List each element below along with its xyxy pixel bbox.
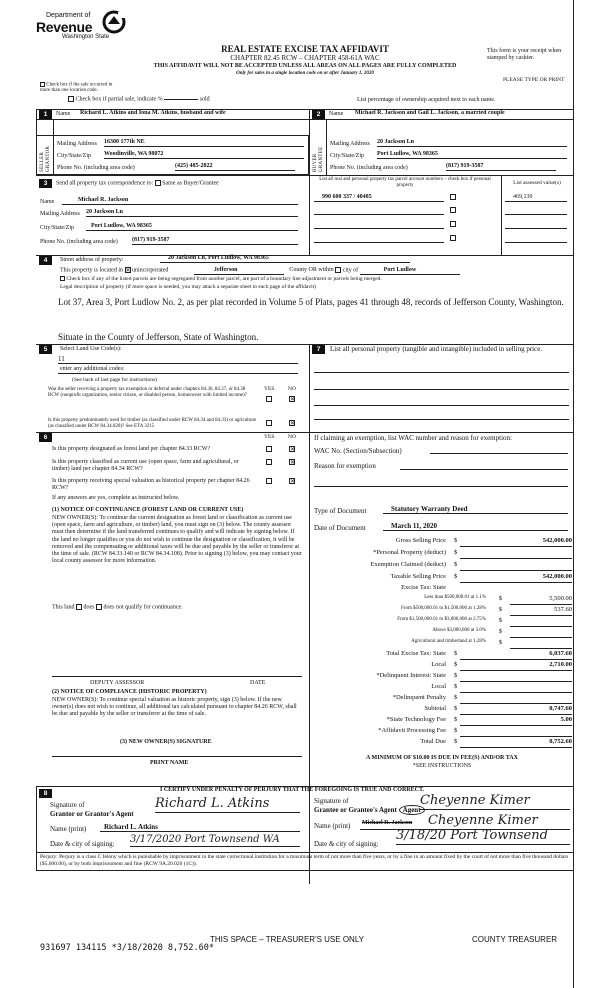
bracket-3-row: From $1,500,000.01 to $3,000,000 at 2.75% $: [314, 617, 572, 627]
delinq-penalty-row: *Delinquent Penalty $: [314, 694, 572, 704]
buyer-address-label: Mailing Address: [330, 141, 370, 147]
only-for-note: Only for sales in a single location code on or after January 1, 2020: [236, 71, 374, 76]
notice-compliance-body: NEW OWNER(S): To continue special valuation as historic property, sign (3) below. If the new owner(s) does not wish to continue, all additional tax calculated pursuant to chapter 84.26 RCW, shall be due and payable by the seller or transferor at the time of sale.: [52, 697, 297, 718]
sec6-if-any: If any answers are yes, complete as instructed below.: [52, 495, 180, 501]
sec5-q2-yes-checkbox[interactable]: [266, 420, 272, 426]
buyer-name: Michael R. Jackson and Gail L. Jackson, a married couple: [355, 110, 505, 116]
personal-property-line-1[interactable]: [314, 372, 569, 373]
delinq-local-row: Local $: [314, 683, 572, 693]
sec5-q2-no-checkbox[interactable]: ✕: [290, 420, 296, 427]
correspondence-address-label: Mailing Address: [40, 211, 80, 217]
wac-label: WAC No. (Section/Subsection): [314, 447, 402, 455]
bracket-1-value: 5,500.00: [549, 595, 572, 602]
correspondence-name: Michael R. Jackson: [62, 197, 298, 205]
bracket-4-row: Above $3,000,000 at 3.0% $: [314, 628, 572, 638]
grantee-name-label: Name (print): [314, 822, 351, 830]
multi-location-checkbox[interactable]: [40, 82, 45, 87]
grantee-sig-label-2: Grantee or Grantee's Agent Agent: [314, 806, 425, 814]
sec6-q1-yes-checkbox[interactable]: [266, 446, 272, 452]
total-due-value: 8,752.60: [549, 738, 572, 745]
grantor-sig-label-1: Signature of: [50, 801, 85, 809]
correspondence-phone: (817) 919-3587: [132, 237, 298, 245]
sec6-q2-yes-checkbox[interactable]: [266, 459, 272, 465]
notice-compliance-title: (2) NOTICE OF COMPLIANCE (HISTORIC PROPERTY): [52, 689, 207, 695]
assessed-value-2[interactable]: [505, 207, 567, 215]
see-back-label: (See back of last page for instructions): [72, 377, 157, 383]
bracket-2-row: From $500,000.01 to $1,500,000 at 1.28% $ 537.60: [314, 606, 572, 616]
personal-property-label: List all personal property (tangible and intangible) included in selling price.: [330, 345, 543, 353]
sec6-q3-yes-checkbox[interactable]: [266, 478, 272, 484]
bracket-1-row: Less than $500,000.01 at 1.1% $ 5,500.00: [314, 595, 572, 605]
parcels-header-label: List all real and personal property tax parcel account numbers – check box if personal property: [319, 177, 491, 188]
partial-sold-label: sold: [199, 96, 210, 103]
treasurer-space-label: THIS SPACE – TREASURER'S USE ONLY: [210, 935, 365, 944]
correspondence-address: 20 Jackson Ln: [86, 209, 298, 217]
doc-type-label: Type of Document: [314, 507, 367, 515]
county-treasurer-label: COUNTY TREASURER: [472, 935, 558, 944]
taxable-value: 542,000.00: [542, 573, 572, 580]
land-use-code: 11: [58, 355, 298, 364]
new-owner-signature-label: (3) NEW OWNER(S) SIGNATURE: [120, 739, 212, 745]
sec5-question-2: Is this property predominantly used for timber (as classified under RCW 84.34 and 84.33) or agriculture (as classified under RCW 84.34.020)? See ETA 3215: [48, 418, 257, 429]
reason-label: Reason for exemption: [314, 462, 376, 470]
sec6-question-1: Is this property designated as forest land per chapter 84.33 RCW?: [52, 446, 211, 452]
receipt-note: This form is your receipt when stamped by cashier.: [487, 48, 562, 61]
grantor-name-label: Name (print): [50, 825, 87, 833]
correspondence-send-label: Send all property tax correspondence to: Same as Buyer/Grantee: [56, 180, 219, 187]
unincorporated-checkbox[interactable]: ✕: [125, 267, 131, 274]
minimum-fee-note: A MINIMUM OF $10.00 IS DUE IN FEE(S) AND/OR TAX: [366, 755, 518, 761]
seller-section-number: 1: [39, 110, 52, 119]
seller-name: Richard L. Atkins and Iona M. Atkins, husband and wife: [80, 110, 226, 116]
grantee-name-handwritten[interactable]: Cheyenne Kimer: [428, 813, 538, 828]
parcel-3-personal-checkbox[interactable]: [450, 221, 456, 227]
additional-codes-field[interactable]: [58, 373, 298, 374]
property-section-number: 4: [39, 256, 52, 265]
personal-property-line-3[interactable]: [314, 405, 569, 406]
assessed-value-3[interactable]: [505, 221, 567, 229]
legal-description-2: Situate in the County of Jefferson, State of Washington.: [58, 332, 259, 342]
sec6-q1-no-checkbox[interactable]: ✕: [290, 446, 296, 453]
personal-deduct-row: *Personal Property (deduct) $: [314, 549, 572, 559]
sec6-question-3: Is this property receiving special valuation as historical property per chapter 84.26 RCW?: [52, 478, 250, 491]
section6-number: 6: [39, 433, 52, 442]
parcel-2-personal-checkbox[interactable]: [450, 207, 456, 213]
personal-property-line-4[interactable]: [314, 419, 569, 420]
assessed-value-4[interactable]: [505, 235, 567, 243]
section8-number: 8: [39, 789, 52, 798]
parcel-number-2[interactable]: [314, 207, 444, 215]
grantee-date-label: Date & city of signing:: [314, 840, 379, 848]
parcel-number-4[interactable]: [314, 235, 444, 243]
buyer-side-label: BUYER GRANTEE: [313, 146, 324, 172]
dor-logo: [36, 10, 136, 42]
print-name-line[interactable]: [52, 756, 302, 757]
legal-description-label: Legal description of property (if more space is needed, you may attach a separate sheet to each page of the affidavit): [60, 284, 316, 290]
sec5-q1-yes-checkbox[interactable]: [266, 396, 272, 402]
exemption-deduct-row: Exemption Claimed (deduct) $: [314, 561, 572, 571]
personal-property-line-2[interactable]: [314, 389, 569, 390]
segregated-row: Check box if any of the listed parcels are being segregated from another parcel, are part of a boundary line adjustment or parcels being merged.: [60, 276, 570, 282]
notice-continuance-body: NEW OWNER(S): To continue the current designation as forest land or classification as current use (open space, farm and agriculture, or timber) land, you must sign on (3) below. The county assessor must then determine if the land transferred continues to qualify and will indicate by signing below. If the land no longer qualifies or you do not wish to continue the designation or classification, it will be removed and the compensating or additional taxes will be due and payable by the seller or transferor at the time of sale. (RCW 84.33.140 or RCW 84.34.108). Prior to signing (3) below, you may contact your local county assessor for more information.: [52, 515, 302, 565]
seller-address-label: Mailing Address: [57, 141, 97, 147]
form-subtitle: CHAPTER 82.45 RCW – CHAPTER 458-61A WAC: [230, 54, 380, 62]
see-instructions-note: *SEE INSTRUCTIONS: [412, 763, 472, 769]
correspondence-city-label: City/State/Zip: [40, 225, 74, 231]
certify-statement: I CERTIFY UNDER PENALTY OF PERJURY THAT THE FOREGOING IS TRUE AND CORRECT.: [160, 787, 425, 793]
within-city-checkbox[interactable]: [335, 267, 341, 273]
property-county: Jefferson: [194, 267, 284, 275]
reason-field-2[interactable]: [314, 486, 568, 487]
correspondence-phone-label: Phone No. (including area code): [40, 239, 118, 245]
correspondence-city: Port Ludlow, WA 98365: [86, 223, 298, 231]
property-street: 20 Jackson Ln, Port Ludlow, WA 98365: [160, 255, 410, 263]
total-state-row: Total Excise Tax: State $ 6,037.60: [314, 650, 572, 660]
deputy-assessor-line[interactable]: [52, 676, 302, 677]
grantor-name: Richard L. Atkins: [100, 823, 300, 832]
grantee-signature[interactable]: Cheyenne Kimer: [420, 794, 570, 810]
logo-dept: Department of: [46, 12, 91, 19]
doc-date: March 11, 2020: [383, 522, 568, 531]
form-notice: THIS AFFIDAVIT WILL NOT BE ACCEPTED UNLESS ALL AREAS ON ALL PAGES ARE FULLY COMPLETED: [153, 63, 457, 69]
local-value: 2,710.00: [549, 661, 572, 668]
location-row: This property is located in ✕ unincorporated Jefferson County OR within city of Port Ludlow: [60, 267, 570, 275]
grantor-signature[interactable]: Richard L. Atkins: [155, 797, 300, 813]
correspondence-name-label: Name: [40, 199, 55, 205]
land-use-section-number: 5: [39, 345, 52, 354]
parcel-number-1: 990 600 337 / 40485: [314, 194, 444, 202]
additional-codes-label: enter any additional codes:: [60, 366, 125, 372]
seller-address: 16300 177th NE: [104, 139, 304, 147]
subtotal-row: Subtotal $ 8,747.60: [314, 705, 572, 715]
deputy-date-label: DATE: [250, 680, 266, 686]
total-state-value: 6,037.60: [549, 650, 572, 657]
subtotal-value: 8,747.60: [549, 705, 572, 712]
sec6-yes-header: YES: [264, 434, 275, 440]
land-does-not-checkbox[interactable]: [96, 604, 102, 610]
logo-name: Revenue: [36, 19, 93, 35]
parcel-4-personal-checkbox[interactable]: [450, 235, 456, 241]
ownership-percentage-note: List percentage of ownership acquired next to each name.: [357, 97, 496, 103]
buyer-city: Port Ludlow, WA 98365: [377, 151, 567, 159]
seller-phone-label: Phone No. (including area code): [57, 165, 135, 171]
bracket-2-value: 537.60: [554, 606, 572, 613]
sec6-q2-no-checkbox[interactable]: ✕: [290, 459, 296, 466]
treasurer-stamp: 931697 134115 *3/18/2020 8,752.60*: [40, 943, 214, 953]
doc-date-label: Date of Document: [314, 524, 366, 532]
correspondence-section-number: 3: [39, 179, 52, 188]
deputy-assessor-label: DEPUTY ASSESSOR: [90, 680, 145, 686]
gross-row: Gross Selling Price $ 542,000.00: [314, 537, 572, 547]
assessed-header-label: List assessed value(s): [513, 180, 561, 186]
taxable-row: Taxable Selling Price $ 542,000.00: [314, 573, 572, 583]
grantor-sig-label-2: Grantor or Grantor's Agent: [50, 810, 134, 818]
sec6-question-2: Is this property classified as current use (open space, farm and agricultural, or timber) land per chapter 84.34 RCW?: [52, 459, 239, 472]
seller-name-label: Name: [56, 111, 71, 117]
street-label: Street address of property:: [60, 257, 124, 263]
wac-field[interactable]: [430, 453, 568, 454]
buyer-section-number: 2: [312, 110, 325, 119]
delinq-interest-row: *Delinquent Interest: State $: [314, 672, 572, 682]
please-type: PLEASE TYPE OR PRINT: [503, 77, 565, 83]
partial-sale-checkbox[interactable]: [68, 96, 74, 102]
sec5-question-1: Was the seller receiving a property tax exemption or deferral under chapters 84.36, 84.37, or 84.38 RCW (nonprofit organization, senior citizen, or disabled person, homeowner with limited income)?: [48, 387, 247, 398]
buyer-address: 20 Jackson Ln: [377, 139, 567, 147]
buyer-name-label: Name: [329, 111, 344, 117]
partial-percent-field[interactable]: [164, 99, 198, 100]
seller-city-label: City/State/Zip: [57, 153, 91, 159]
reason-field-1[interactable]: [400, 469, 568, 470]
grantee-name-struck: Michael R. Jackson: [362, 820, 413, 826]
buyer-city-label: City/State/Zip: [330, 153, 364, 159]
grantee-agent-circle: Agent: [399, 805, 425, 815]
doc-type: Statutory Warranty Deed: [383, 505, 568, 514]
same-as-buyer-checkbox[interactable]: [155, 180, 161, 186]
sec6-q3-no-checkbox[interactable]: ✕: [290, 478, 296, 485]
affidavit-fee-row: *Affidavit Processing Fee $: [314, 727, 572, 737]
section7-number: 7: [312, 345, 325, 354]
exemption-label: If claiming an exemption, list WAC number and reason for exemption:: [314, 434, 512, 442]
excise-state-row: Excise Tax: State: [401, 584, 446, 591]
local-row: Local $ 2,710.00: [314, 661, 572, 671]
gross-value: 542,000.00: [542, 537, 572, 544]
seller-phone: (425) 485-2822: [175, 163, 295, 171]
parcel-1-personal-checkbox[interactable]: [450, 194, 456, 200]
bracket-5-row: Agricultural and timberland at 1.28% $: [314, 639, 572, 649]
partial-sale-row: [68, 96, 210, 103]
sec5-no-header: NO: [288, 386, 296, 392]
grantor-date[interactable]: 3/17/2020 Port Townsend WA: [130, 834, 300, 847]
print-name-label: PRINT NAME: [150, 760, 189, 766]
seller-city: Woodinville, WA 98072: [104, 151, 304, 159]
tech-fee-value: 5.00: [560, 716, 572, 723]
land-use-label: Select Land Use Code(s):: [60, 346, 122, 352]
multi-location-label: Check box if the sale occurred in more than one location code.: [40, 82, 113, 94]
total-due-row: Total Due $ 8,752.60: [314, 738, 572, 748]
legal-description-1: Lot 37, Area 3, Port Ludlow No. 2, as per plat recorded in Volume 5 of Plats, pages 41 through 48, records of Jefferson County, Washington.: [58, 297, 564, 307]
property-city: Port Ludlow: [360, 267, 460, 275]
same-as-buyer-label: Same as Buyer/Grantee: [162, 180, 219, 187]
parcel-number-3[interactable]: [314, 221, 444, 229]
grantor-date-label: Date & city of signing:: [50, 840, 115, 848]
perjury-notice: Perjury: Perjury is a class C felony which is punishable by imprisonment in the state correctional institution for a maximum term of not more than five years, or by a fine in an amount fixed by the court of not more than five thousand dollars ($5,000.00), or by both imprisonment and fine (RCW 9A.20.020 (1C)).: [40, 854, 569, 867]
sec5-q1-no-checkbox[interactable]: ✕: [290, 396, 296, 403]
partial-sale-label: Check box if partial sale, indicate %: [75, 96, 163, 103]
buyer-phone: (817) 919-3587: [446, 163, 556, 171]
seller-side-label: SELLER GRANTOR: [40, 145, 51, 172]
form-title: REAL ESTATE EXCISE TAX AFFIDAVIT: [221, 44, 389, 54]
buyer-phone-label: Phone No. (including area code): [330, 165, 408, 171]
grantee-date[interactable]: 3/18/20 Port Townsend: [396, 829, 570, 845]
logo-state: Washington State: [62, 34, 110, 40]
segregated-checkbox[interactable]: [60, 276, 65, 281]
grantee-sig-label-1: Signature of: [314, 797, 349, 805]
sec6-no-header: NO: [288, 434, 296, 440]
tech-fee-row: *State Technology Fee $ 5.00: [314, 716, 572, 726]
assessed-value-1: 469,130: [505, 194, 567, 202]
logo-mark-icon: [100, 10, 128, 34]
sec5-yes-header: YES: [264, 386, 275, 392]
continuance-row: This land does does not qualify for continuance.: [52, 604, 183, 611]
multi-location-checkbox-row: [40, 82, 120, 94]
notice-continuance-title: (1) NOTICE OF CONTINUANCE (FOREST LAND OR CURRENT USE): [52, 507, 244, 513]
land-does-checkbox[interactable]: [76, 604, 82, 610]
